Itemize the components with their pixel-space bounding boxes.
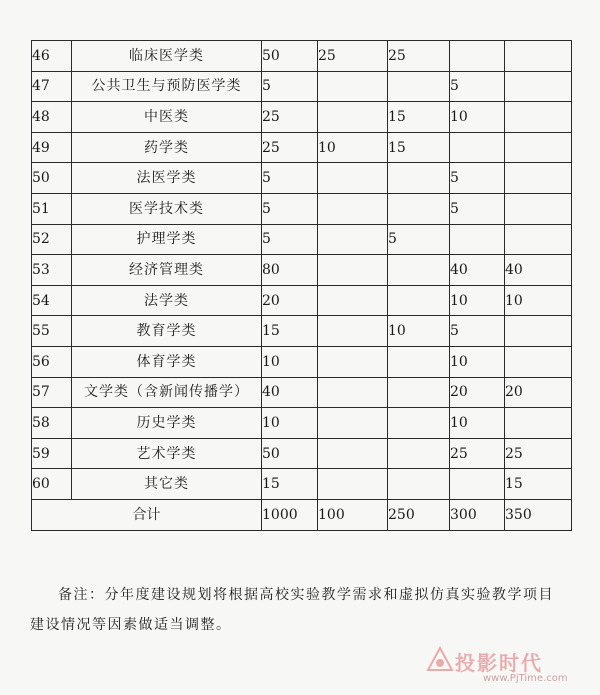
value-cell: 25 xyxy=(388,41,450,72)
value-cell: 25 xyxy=(262,102,318,133)
value-cell xyxy=(388,408,450,439)
category-name: 其它类 xyxy=(72,469,262,500)
value-cell: 10 xyxy=(388,316,450,347)
value-cell xyxy=(318,224,388,255)
row-index: 51 xyxy=(32,193,72,224)
value-cell xyxy=(318,163,388,194)
value-cell: 5 xyxy=(262,71,318,102)
row-index: 58 xyxy=(32,408,72,439)
value-cell: 50 xyxy=(262,41,318,72)
value-cell: 25 xyxy=(505,438,572,469)
row-index: 46 xyxy=(32,41,72,72)
value-cell xyxy=(318,469,388,500)
table-row xyxy=(32,224,572,255)
value-cell xyxy=(505,102,572,133)
value-cell xyxy=(388,346,450,377)
value-cell xyxy=(388,71,450,102)
category-name: 体育学类 xyxy=(72,346,262,377)
value-cell xyxy=(505,408,572,439)
value-cell: 25 xyxy=(262,132,318,163)
table-body xyxy=(32,41,572,531)
category-name: 法学类 xyxy=(72,285,262,316)
value-cell: 10 xyxy=(450,102,505,133)
category-name: 临床医学类 xyxy=(72,41,262,72)
row-index: 60 xyxy=(32,469,72,500)
value-cell: 40 xyxy=(262,377,318,408)
value-cell: 5 xyxy=(450,193,505,224)
category-name: 中医类 xyxy=(72,102,262,133)
value-cell: 10 xyxy=(450,346,505,377)
table-row xyxy=(32,163,572,194)
category-name: 经济管理类 xyxy=(72,255,262,286)
table-row xyxy=(32,408,572,439)
value-cell xyxy=(318,255,388,286)
value-cell: 25 xyxy=(318,41,388,72)
value-cell: 20 xyxy=(262,285,318,316)
value-cell: 15 xyxy=(505,469,572,500)
table-row xyxy=(32,438,572,469)
table-row xyxy=(32,193,572,224)
row-index: 56 xyxy=(32,346,72,377)
total-row xyxy=(32,499,572,530)
row-index: 50 xyxy=(32,163,72,194)
category-name: 法医学类 xyxy=(72,163,262,194)
category-name: 药学类 xyxy=(72,132,262,163)
value-cell xyxy=(505,41,572,72)
total-label: 合计 xyxy=(32,499,262,530)
table-row xyxy=(32,346,572,377)
value-cell xyxy=(505,193,572,224)
row-index: 53 xyxy=(32,255,72,286)
value-cell: 15 xyxy=(262,316,318,347)
total-value: 300 xyxy=(450,499,505,530)
row-index: 48 xyxy=(32,102,72,133)
value-cell xyxy=(505,316,572,347)
value-cell: 10 xyxy=(318,132,388,163)
value-cell xyxy=(388,438,450,469)
category-name: 艺术学类 xyxy=(72,438,262,469)
value-cell: 10 xyxy=(505,285,572,316)
watermark xyxy=(425,645,590,690)
value-cell: 50 xyxy=(262,438,318,469)
watermark-url: www.PjTime.com xyxy=(483,673,568,684)
watermark-brand: 投影时代 xyxy=(455,651,543,675)
value-cell xyxy=(318,285,388,316)
remark-note: 备注：分年度建设规划将根据高校实验教学需求和虚拟仿真实验教学项目建设情况等因素做适当调整。 xyxy=(30,587,554,633)
table-row xyxy=(32,469,572,500)
value-cell: 15 xyxy=(262,469,318,500)
value-cell xyxy=(388,285,450,316)
table-row xyxy=(32,255,572,286)
table-row xyxy=(32,102,572,133)
category-name: 护理学类 xyxy=(72,224,262,255)
value-cell xyxy=(388,469,450,500)
table-row xyxy=(32,132,572,163)
row-index: 59 xyxy=(32,438,72,469)
row-index: 52 xyxy=(32,224,72,255)
row-index: 55 xyxy=(32,316,72,347)
value-cell: 5 xyxy=(450,71,505,102)
category-name: 公共卫生与预防医学类 xyxy=(72,71,262,102)
value-cell xyxy=(505,71,572,102)
table-row xyxy=(32,71,572,102)
total-value: 1000 xyxy=(262,499,318,530)
value-cell xyxy=(318,438,388,469)
value-cell xyxy=(318,316,388,347)
value-cell xyxy=(318,193,388,224)
value-cell xyxy=(318,346,388,377)
value-cell xyxy=(318,408,388,439)
category-name: 教育学类 xyxy=(72,316,262,347)
value-cell xyxy=(388,163,450,194)
total-value: 100 xyxy=(318,499,388,530)
value-cell xyxy=(450,132,505,163)
value-cell xyxy=(388,377,450,408)
value-cell: 10 xyxy=(450,408,505,439)
value-cell: 10 xyxy=(262,346,318,377)
value-cell: 10 xyxy=(450,285,505,316)
value-cell: 40 xyxy=(505,255,572,286)
value-cell xyxy=(318,71,388,102)
value-cell xyxy=(505,224,572,255)
category-name: 医学技术类 xyxy=(72,193,262,224)
value-cell xyxy=(318,102,388,133)
value-cell xyxy=(505,346,572,377)
table-row xyxy=(32,316,572,347)
value-cell xyxy=(450,224,505,255)
table-row xyxy=(32,377,572,408)
projector-logo-icon xyxy=(425,645,455,675)
category-name: 文学类（含新闻传播学） xyxy=(72,377,262,408)
value-cell: 80 xyxy=(262,255,318,286)
value-cell xyxy=(505,163,572,194)
value-cell: 5 xyxy=(450,163,505,194)
value-cell xyxy=(450,469,505,500)
value-cell: 15 xyxy=(388,102,450,133)
value-cell xyxy=(450,41,505,72)
category-name: 历史学类 xyxy=(72,408,262,439)
value-cell: 40 xyxy=(450,255,505,286)
value-cell: 5 xyxy=(388,224,450,255)
value-cell xyxy=(388,255,450,286)
value-cell: 20 xyxy=(505,377,572,408)
value-cell: 5 xyxy=(262,224,318,255)
value-cell: 5 xyxy=(262,193,318,224)
table-row xyxy=(32,285,572,316)
value-cell xyxy=(318,377,388,408)
row-index: 57 xyxy=(32,377,72,408)
row-index: 54 xyxy=(32,285,72,316)
value-cell xyxy=(388,193,450,224)
value-cell xyxy=(505,132,572,163)
table-row xyxy=(32,41,572,72)
value-cell: 5 xyxy=(262,163,318,194)
total-value: 250 xyxy=(388,499,450,530)
value-cell: 25 xyxy=(450,438,505,469)
value-cell: 10 xyxy=(262,408,318,439)
value-cell: 5 xyxy=(450,316,505,347)
row-index: 49 xyxy=(32,132,72,163)
total-value: 350 xyxy=(505,499,572,530)
value-cell: 15 xyxy=(388,132,450,163)
row-index: 47 xyxy=(32,71,72,102)
allocation-table xyxy=(31,40,572,531)
value-cell: 20 xyxy=(450,377,505,408)
